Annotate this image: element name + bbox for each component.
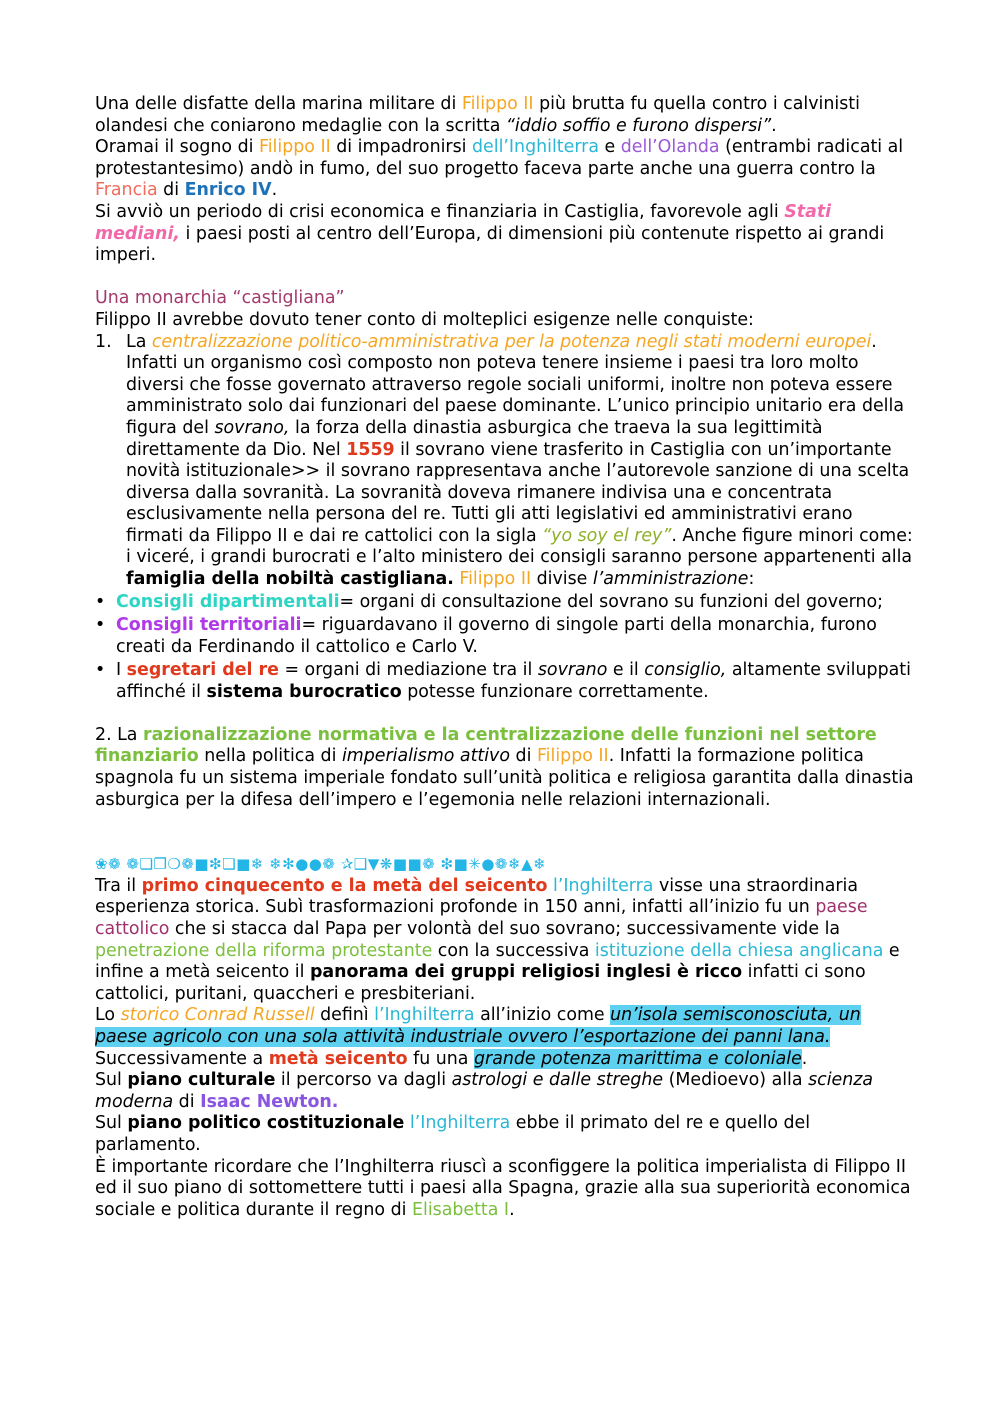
name-filippo: Filippo II [258,137,331,158]
term-centralizzazione: centralizzazione politico-amministrativa per la potenza negli stati moderni europei [151,331,872,352]
bullet-icon: • [95,615,106,636]
name-inghilterra: l’Inghilterra [374,1005,475,1026]
numbered-list [95,332,915,591]
bullet-item-territoriali: • Consigli territoriali= riguardavano il governo di singole parti della monarchia, furono creati da Ferdinando il cattolico e Carlo V. [95,615,877,657]
name-francia: Francia [95,180,158,201]
term-razionalizzazione: razionalizzazione normativa e la centralizzazione delle funzioni nel settore finanziario [95,724,877,767]
bullet-item-segretari: • I segretari del re = organi di mediazione tra il sovrano e il consiglio, altamente sviluppati affinché il sistema burocratico potesse funzionare correttamente. [95,659,911,702]
blank-line [95,703,915,725]
name-inghilterra: l’Inghilterra [409,1113,511,1134]
name-russell: storico Conrad Russell [120,1005,315,1026]
paragraph-culturale: Sul piano culturale il percorso va dagli astrologi e dalle streghe (Medioevo) alla scienza moderna di Isaac Newton. [95,1070,874,1112]
section-intro: Filippo II avrebbe dovuto tener conto di molteplici esigenze nelle conquiste: [95,309,754,330]
bullet-list [95,592,915,703]
name-olanda: dell’Olanda [620,137,720,158]
list-item-1: 1. La centralizzazione politico-amministrativa per la potenza negli stati moderni europei. Infatti un organismo così composto non poteva tenere insieme i paesi tra loro molto diversi che fosse governato attraverso regole sociali uniformi, inoltre non poteva essere amministrato solo dai funzionari del paese dominante. L’unico principio unitario era della figura del sovrano, la forza della dinastia asburgica che traeva la sua legittimità direttamente da Dio. Nel 1559 il sovrano viene trasferito in Castiglia con un’importante novità istituzionale>> il sovrano rappresentava anche l’autorevole sanzione di una scelta diversa dalla sovranità. La sovranità doveva rimanere indivisa una e concentrata esclusivamente nella persona del re. Tutti gli atti legislativi ed amministrativi erano firmati da Filippo II e dai re cattolici con la sigla “yo soy el rey”. Anche figure minori come: i viceré, i grandi burocrati e l’alto ministero dei consigli saranno persone appartenenti alla famiglia della nobiltà castigliana. Filippo II divise l’amministrazione: [95,331,913,590]
paragraph-item-2: 2. La razionalizzazione normativa e la centralizzazione delle funzioni nel settore finanziario nella politica di imperialismo attivo di Filippo II. Infatti la formazione politica spagnola fu un sistema imperiale fondato sull’unità politica e religiosa garantita dalla dinastia asburgica per la difesa dell’impero e l’egemonia nelle relazioni internazionali. [95,724,914,810]
list-number: 1. [95,331,112,352]
paragraph-potenza: Successivamente a metà seicento fu una grande potenza marittima e coloniale. [95,1048,808,1069]
blank-line [95,811,915,833]
name-inghilterra: l’Inghilterra [553,875,654,896]
name-elisabetta: Elisabetta I [412,1199,510,1220]
section-heading-monarchia: Una monarchia “castigliana” [95,288,345,309]
term-stati-mediani: Stati mediani, [95,201,832,244]
name-filippo: Filippo II [459,569,532,590]
paragraph-conclusion: È importante ricordare che l’Inghilterra riuscì a sconfiggere la politica imperialista di Filippo II ed il suo piano di sottomettere tutti i paesi alla Spagna, grazie alla sua superiorità economica sociale e politica durante il regno di Elisabetta I. [95,1156,911,1220]
name-filippo: Filippo II [536,746,609,767]
paragraph-crisis: Si avviò un periodo di crisi economica e finanziaria in Castiglia, favorevole agli Stati mediani, i paesi posti al centro dell’Europa, di dimensioni più contenute rispetto ai grandi imperi. [95,201,885,266]
section-heading-symbols: ❀❁ ❁❏❐❍❁■❇❏■❄ ❄✻●●❁ ✰❑▼❋■■❁ ❇■✳●❁❄▲❄ [95,855,547,874]
paragraph-armada: Una delle disfatte della marina militare di Filippo II più brutta fu quella contro i calvinisti olandesi che coniarono medaglie con la scritta “iddio soffio e furono dispersi”. [95,94,860,136]
name-inghilterra: dell’Inghilterra [472,137,599,158]
name-newton: Isaac Newton. [200,1091,339,1112]
paragraph-politico: Sul piano politico costituzionale l’Inghilterra ebbe il primato del re e quello del parlamento. [95,1113,811,1155]
highlight-potenza: grande potenza marittima e coloniale [474,1048,802,1069]
bullet-icon: • [95,659,106,680]
year-1559: 1559 [346,439,395,460]
name-filippo: Filippo II [461,94,534,114]
highlight-isola: un’isola semisconosciuta, un paese agricolo con una sola attività industriale ovvero l’esportazione dei panni lana. [95,1005,861,1048]
quote-yo-soy-el-rey: “yo soy el rey” [542,525,672,546]
blank-line [95,267,915,289]
name-enrico: Enrico IV [184,180,272,201]
bullet-icon: • [95,592,106,613]
paragraph-dream: Oramai il sogno di Filippo II di impadronirsi dell’Inghilterra e dell’Olanda (entrambi radicati al protestantesimo) andò in fumo, del suo progetto faceva parte anche una guerra contro la Francia di Enrico IV. [95,137,904,201]
bullet-item-dipartimentali: • Consigli dipartimentali= organi di consultazione del sovrano su funzioni del governo; [95,592,884,613]
paragraph-russell: Lo storico Conrad Russell definì l’Inghilterra all’inizio come un’isola semisconosciuta, un paese agricolo con una sola attività industriale ovvero l’esportazione dei panni lana. [95,1005,861,1048]
document-body [95,94,915,1221]
blank-line [95,833,915,855]
medal-quote: “iddio soffio e furono dispersi” [505,115,772,136]
paragraph-england-history: Tra il primo cinquecento e la metà del seicento l’Inghilterra visse una straordinaria esperienza storica. Subì trasformazioni profonde in 150 anni, infatti all’inizio fu un paese cattolico che si stacca dal Papa per volontà del suo sovrano; successivamente vide la penetrazione della riforma protestante con la successiva istituzione della chiesa anglicana e infine a metà seicento il panorama dei gruppi religiosi inglesi è ricco infatti ci sono cattolici, puritani, quaccheri e presbiteriani. [95,875,900,1004]
